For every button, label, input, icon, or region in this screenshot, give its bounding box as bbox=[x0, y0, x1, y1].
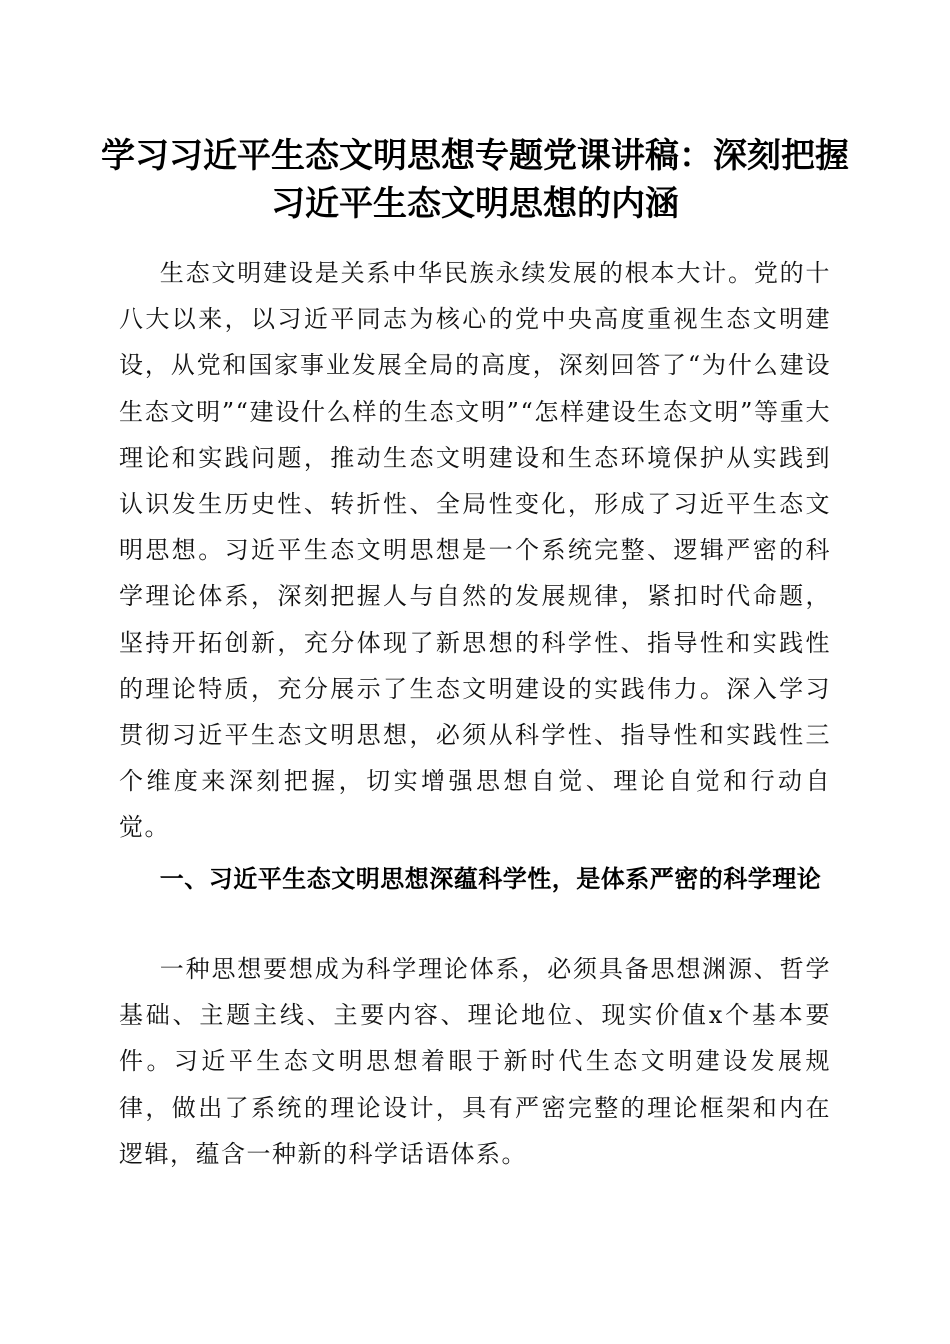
section-heading: 一、习近平生态文明思想深蕴科学性，是体系严密的科学理论 bbox=[159, 865, 822, 893]
intro-paragraph: 生态文明建设是关系中华民族永续发展的根本大计。党的十八大以来，以习近平同志为核心的党中央高度重视生态文明建设，从党和国家事业发展全局的高度，深刻回答了“为什么建设生态文明”“建设什么样的生态文明”“怎样建设生态文明”等重大理论和实践问题，推动生态文明建设和生态环境保护从实践到认识发生历史性、转折性、全局性变化，形成了习近平生态文明思想。习近平生态文明思想是一个系统完整、逻辑严密的科学理论体系，深刻把握人与自然的发展规律，紧扣时代命题，坚持开拓创新，充分体现了新思想的科学性、指导性和实践性的理论特质，充分展示了生态文明建设的实践伟力。深入学习贯彻习近平生态文明思想，必须从科学性、指导性和实践性三个维度来深刻把握，切实增强思想自觉、理论自觉和行动自觉。 bbox=[119, 259, 831, 842]
document-title: 学习习近平生态文明思想专题党课讲稿：深刻把握习近平生态文明思想的内涵 bbox=[101, 136, 849, 224]
section-paragraph: 一种思想要想成为科学理论体系，必须具备思想渊源、哲学基础、主题主线、主要内容、理论地位、现实价值x个基本要件。习近平生态文明思想着眼于新时代生态文明建设发展规律，做出了系统的理论设计，具有严密完整的理论框架和内在逻辑，蕴含一种新的科学话语体系。 bbox=[119, 955, 831, 1168]
